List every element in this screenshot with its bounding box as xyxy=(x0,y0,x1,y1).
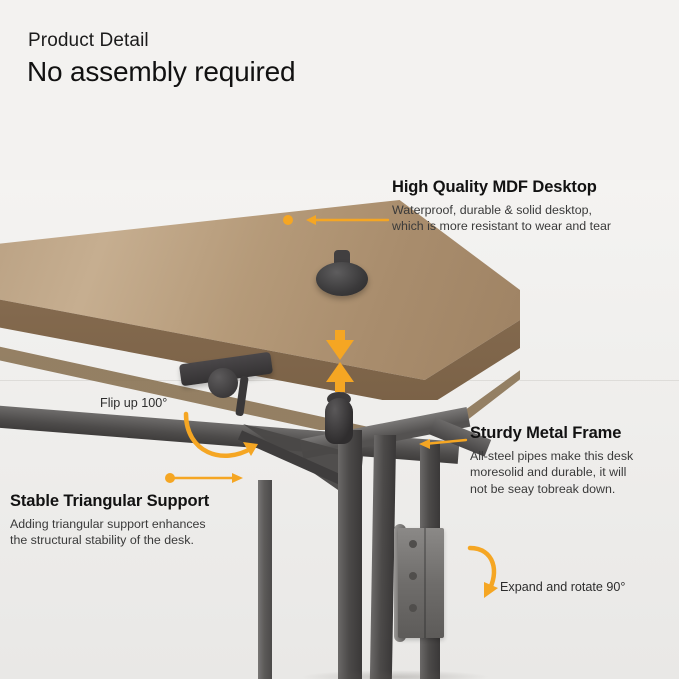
desk-mount-puck xyxy=(316,262,368,296)
callout-mdf-body-line1: Waterproof, durable & solid desktop, xyxy=(392,203,592,217)
callout-frame-title: Sturdy Metal Frame xyxy=(470,424,622,442)
callout-frame-body-line1: All-steel pipes make this desk xyxy=(470,449,634,463)
hinge-seam xyxy=(424,528,426,638)
callout-metal-frame xyxy=(470,424,675,497)
eyebrow-heading: Product Detail xyxy=(28,30,149,51)
label-expand-rotate: Expand and rotate 90° xyxy=(500,580,626,594)
callout-triangular-body-line2: the structural stability of the desk. xyxy=(10,533,194,548)
callout-triangular-title: Stable Triangular Support xyxy=(10,492,210,510)
floor-shadow xyxy=(300,670,490,679)
callout-mdf-title: High Quality MDF Desktop xyxy=(392,178,597,196)
hinge-screw xyxy=(409,572,417,580)
hinge-screw xyxy=(409,604,417,612)
callout-mdf-desktop xyxy=(392,178,672,235)
leg-knob xyxy=(325,398,353,444)
callout-triangular-support xyxy=(10,492,265,549)
callout-triangular-body-line1: Adding triangular support enhances xyxy=(10,517,206,531)
callout-frame-body-line2: moresolid and durable, it will xyxy=(470,465,627,480)
frame-leg-middle xyxy=(370,435,396,679)
hinge-screw xyxy=(409,540,417,548)
frame-leg-left xyxy=(338,430,362,679)
hinge-plate xyxy=(398,528,444,638)
callout-frame-body-line3: not be seay tobreak down. xyxy=(470,481,616,496)
page-title: No assembly required xyxy=(27,56,296,87)
label-flip-up: Flip up 100° xyxy=(100,396,168,410)
callout-mdf-body-line2: which is more resistant to wear and tear xyxy=(392,219,611,234)
flip-bracket-knob xyxy=(208,368,238,398)
